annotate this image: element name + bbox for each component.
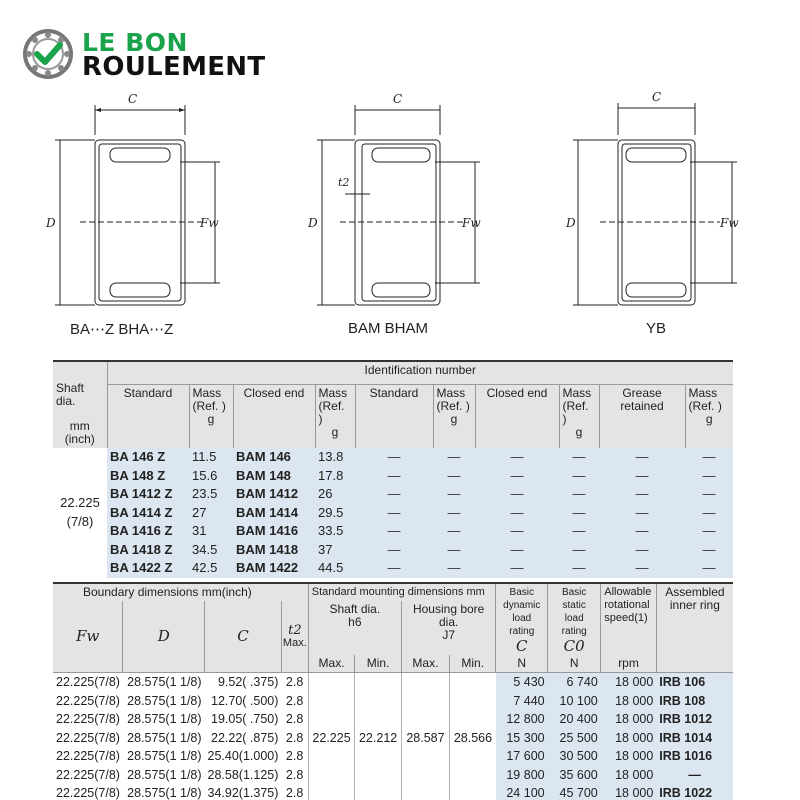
closed-end-id: BAM 1416 bbox=[233, 522, 315, 541]
col-mass: Mass (Ref. ) g bbox=[685, 384, 733, 448]
fw-value: 22.225(7/8) bbox=[53, 710, 123, 729]
empty-dash: — bbox=[433, 467, 475, 486]
empty-dash: — bbox=[433, 448, 475, 467]
yb-bearing-drawing bbox=[560, 90, 760, 320]
d-value: 28.575(1 1/8) bbox=[123, 729, 205, 748]
empty-dash: — bbox=[559, 467, 599, 486]
drawing-caption-bam: BAM BHAM bbox=[348, 320, 429, 337]
logo-line-1: LE BON bbox=[82, 28, 188, 57]
col-closed-end-2: Closed end bbox=[475, 384, 559, 448]
col-t2: t2 Max. bbox=[281, 601, 308, 673]
housing-bore-subheader: Housing bore dia. J7 bbox=[401, 601, 496, 655]
col-fw: Fw bbox=[53, 601, 123, 673]
allowable-speed-header: Allowable rotational speed(1) bbox=[601, 583, 657, 655]
shaft-min-value: 22.212 bbox=[355, 673, 402, 800]
closed-end-id: BAM 1422 bbox=[233, 559, 315, 578]
inner-ring-id: IRB 108 bbox=[656, 692, 733, 711]
col-standard-2: Standard bbox=[355, 384, 433, 448]
empty-dash: — bbox=[685, 467, 733, 486]
dim-c-label: C bbox=[128, 92, 138, 106]
empty-dash: — bbox=[355, 541, 433, 560]
house-max-value: 28.587 bbox=[401, 673, 449, 800]
static-load-value: 10 100 bbox=[548, 692, 601, 711]
empty-dash: — bbox=[559, 448, 599, 467]
c-value: 12.70( .500) bbox=[205, 692, 282, 711]
logo-line-2: ROULEMENT bbox=[82, 52, 266, 82]
empty-dash: — bbox=[599, 485, 685, 504]
table-row bbox=[53, 541, 733, 560]
empty-dash: — bbox=[599, 522, 685, 541]
house-max-label: Max. bbox=[401, 655, 449, 673]
standard-id: BA 1416 Z bbox=[107, 522, 189, 541]
mass-value: 27 bbox=[189, 504, 233, 523]
empty-dash: — bbox=[599, 467, 685, 486]
dynamic-load-value: 19 800 bbox=[496, 766, 548, 785]
table-row bbox=[53, 485, 733, 504]
col-d: D bbox=[123, 601, 205, 673]
static-load-value: 25 500 bbox=[548, 729, 601, 748]
empty-dash: — bbox=[355, 467, 433, 486]
standard-id: BA 1418 Z bbox=[107, 541, 189, 560]
d-value: 28.575(1 1/8) bbox=[123, 766, 205, 785]
empty-dash: — bbox=[475, 485, 559, 504]
bearing-check-logo-icon bbox=[22, 28, 74, 80]
unit-n: N bbox=[548, 655, 601, 673]
standard-id: BA 148 Z bbox=[107, 467, 189, 486]
empty-dash: — bbox=[433, 485, 475, 504]
table-row bbox=[53, 559, 733, 578]
d-value: 28.575(1 1/8) bbox=[123, 747, 205, 766]
t2-value: 2.8 bbox=[281, 747, 308, 766]
table-row bbox=[53, 504, 733, 523]
inner-ring-header: Assembled inner ring bbox=[656, 583, 733, 673]
table-row bbox=[53, 522, 733, 541]
unit-rpm: rpm bbox=[601, 655, 657, 673]
empty-dash: — bbox=[475, 522, 559, 541]
empty-dash: — bbox=[559, 485, 599, 504]
shaft-max-label: Max. bbox=[308, 655, 355, 673]
dimensions-table-body bbox=[53, 673, 733, 800]
identification-number-header: Identification number bbox=[107, 361, 733, 384]
empty-dash: — bbox=[355, 522, 433, 541]
mass-value: 11.5 bbox=[189, 448, 233, 467]
speed-value: 18 000 bbox=[601, 747, 657, 766]
mass-value: 23.5 bbox=[189, 485, 233, 504]
fw-value: 22.225(7/8) bbox=[53, 692, 123, 711]
empty-dash: — bbox=[685, 559, 733, 578]
dim-d-label: D bbox=[46, 216, 56, 230]
t2-value: 2.8 bbox=[281, 766, 308, 785]
dynamic-load-value: 24 100 bbox=[496, 784, 548, 800]
closed-end-id: BAM 1412 bbox=[233, 485, 315, 504]
empty-dash: — bbox=[475, 467, 559, 486]
dynamic-load-value: 12 800 bbox=[496, 710, 548, 729]
standard-mounting-header: Standard mounting dimensions mm bbox=[308, 583, 496, 601]
empty-dash: — bbox=[475, 448, 559, 467]
static-load-value: 20 400 bbox=[548, 710, 601, 729]
mass-value: 33.5 bbox=[315, 522, 355, 541]
basic-dynamic-header: Basic dynamic load rating C bbox=[496, 583, 548, 655]
mass-value: 34.5 bbox=[189, 541, 233, 560]
mass-value: 29.5 bbox=[315, 504, 355, 523]
dim-d-label: D bbox=[308, 216, 318, 230]
dim-c-label: C bbox=[652, 90, 662, 104]
empty-dash: — bbox=[355, 448, 433, 467]
static-load-value: 35 600 bbox=[548, 766, 601, 785]
t2-value: 2.8 bbox=[281, 784, 308, 800]
dim-c-label: C bbox=[393, 92, 403, 106]
speed-value: 18 000 bbox=[601, 673, 657, 692]
empty-dash: — bbox=[599, 559, 685, 578]
dynamic-load-value: 5 430 bbox=[496, 673, 548, 692]
empty-dash: — bbox=[599, 504, 685, 523]
table-row bbox=[53, 448, 733, 467]
inner-ring-id: IRB 1012 bbox=[656, 710, 733, 729]
table-row bbox=[53, 467, 733, 486]
empty-dash: — bbox=[355, 504, 433, 523]
bam-bearing-drawing bbox=[300, 90, 500, 320]
dim-fw-label: Fw bbox=[720, 216, 739, 230]
identification-table-body bbox=[53, 448, 733, 578]
empty-dash: — bbox=[685, 504, 733, 523]
col-mass: Mass (Ref. ) g bbox=[433, 384, 475, 448]
empty-dash: — bbox=[433, 541, 475, 560]
mass-value: 13.8 bbox=[315, 448, 355, 467]
t2-value: 2.8 bbox=[281, 729, 308, 748]
t2-value: 2.8 bbox=[281, 673, 308, 692]
empty-dash: — bbox=[559, 504, 599, 523]
house-min-label: Min. bbox=[449, 655, 495, 673]
dynamic-load-value: 7 440 bbox=[496, 692, 548, 711]
closed-end-id: BAM 146 bbox=[233, 448, 315, 467]
dim-t2-label: t2 bbox=[338, 176, 350, 189]
col-mass: Mass (Ref. ) g bbox=[315, 384, 355, 448]
dim-fw-label: Fw bbox=[462, 216, 481, 230]
fw-value: 22.225(7/8) bbox=[53, 766, 123, 785]
static-load-value: 30 500 bbox=[548, 747, 601, 766]
speed-value: 18 000 bbox=[601, 784, 657, 800]
col-grease-retained: Grease retained bbox=[599, 384, 685, 448]
static-load-value: 6 740 bbox=[548, 673, 601, 692]
table-row bbox=[53, 673, 733, 692]
empty-dash: — bbox=[475, 504, 559, 523]
fw-value: 22.225(7/8) bbox=[53, 729, 123, 748]
t2-value: 2.8 bbox=[281, 692, 308, 711]
empty-dash: — bbox=[475, 541, 559, 560]
d-value: 28.575(1 1/8) bbox=[123, 710, 205, 729]
inner-ring-id: IRB 1022 bbox=[656, 784, 733, 800]
basic-static-header: Basic static load rating C0 bbox=[548, 583, 601, 655]
dimensions-table bbox=[53, 582, 733, 800]
empty-dash: — bbox=[433, 522, 475, 541]
shaft-min-label: Min. bbox=[355, 655, 402, 673]
dynamic-load-value: 15 300 bbox=[496, 729, 548, 748]
empty-dash: — bbox=[685, 522, 733, 541]
standard-id: BA 1414 Z bbox=[107, 504, 189, 523]
empty-dash: — bbox=[685, 448, 733, 467]
standard-id: BA 146 Z bbox=[107, 448, 189, 467]
speed-value: 18 000 bbox=[601, 710, 657, 729]
empty-dash: — bbox=[685, 541, 733, 560]
c-value: 25.40(1.000) bbox=[205, 747, 282, 766]
mass-value: 26 bbox=[315, 485, 355, 504]
unit-n: N bbox=[496, 655, 548, 673]
fw-value: 22.225(7/8) bbox=[53, 747, 123, 766]
inner-ring-id: IRB 1016 bbox=[656, 747, 733, 766]
standard-id: BA 1422 Z bbox=[107, 559, 189, 578]
shaft-dia-subheader: Shaft dia. h6 bbox=[308, 601, 401, 655]
speed-value: 18 000 bbox=[601, 766, 657, 785]
c-value: 28.58(1.125) bbox=[205, 766, 282, 785]
speed-value: 18 000 bbox=[601, 729, 657, 748]
empty-dash: — bbox=[599, 448, 685, 467]
col-mass: Mass (Ref. ) g bbox=[559, 384, 599, 448]
empty-dash: — bbox=[433, 559, 475, 578]
empty-dash: — bbox=[685, 485, 733, 504]
mass-value: 31 bbox=[189, 522, 233, 541]
c-value: 34.92(1.375) bbox=[205, 784, 282, 800]
ba-z-bearing-drawing bbox=[40, 90, 240, 320]
speed-value: 18 000 bbox=[601, 692, 657, 711]
d-value: 28.575(1 1/8) bbox=[123, 673, 205, 692]
c-value: 22.22( .875) bbox=[205, 729, 282, 748]
dim-d-label: D bbox=[566, 216, 576, 230]
mass-value: 15.6 bbox=[189, 467, 233, 486]
mass-value: 37 bbox=[315, 541, 355, 560]
closed-end-id: BAM 1414 bbox=[233, 504, 315, 523]
empty-dash: — bbox=[355, 485, 433, 504]
boundary-dimensions-header: Boundary dimensions mm(inch) bbox=[53, 583, 308, 601]
static-load-value: 45 700 bbox=[548, 784, 601, 800]
empty-dash: — bbox=[559, 559, 599, 578]
empty-dash: — bbox=[355, 559, 433, 578]
empty-dash: — bbox=[433, 504, 475, 523]
col-closed-end: Closed end bbox=[233, 384, 315, 448]
shaft-dia-value: 22.225 (7/8) bbox=[53, 448, 107, 578]
identification-table bbox=[53, 360, 733, 578]
empty-dash: — bbox=[599, 541, 685, 560]
empty-dash: — bbox=[559, 522, 599, 541]
col-mass: Mass (Ref. ) g bbox=[189, 384, 233, 448]
inner-ring-id: — bbox=[656, 766, 733, 785]
shaft-max-value: 22.225 bbox=[308, 673, 355, 800]
fw-value: 22.225(7/8) bbox=[53, 784, 123, 800]
inner-ring-id: IRB 106 bbox=[656, 673, 733, 692]
d-value: 28.575(1 1/8) bbox=[123, 692, 205, 711]
brand-logo bbox=[22, 26, 302, 82]
dynamic-load-value: 17 600 bbox=[496, 747, 548, 766]
c-value: 9.52( .375) bbox=[205, 673, 282, 692]
standard-id: BA 1412 Z bbox=[107, 485, 189, 504]
mass-value: 44.5 bbox=[315, 559, 355, 578]
dim-fw-label: Fw bbox=[200, 216, 219, 230]
mass-value: 17.8 bbox=[315, 467, 355, 486]
t2-value: 2.8 bbox=[281, 710, 308, 729]
d-value: 28.575(1 1/8) bbox=[123, 784, 205, 800]
inner-ring-id: IRB 1014 bbox=[656, 729, 733, 748]
c-value: 19.05( .750) bbox=[205, 710, 282, 729]
mass-value: 42.5 bbox=[189, 559, 233, 578]
closed-end-id: BAM 1418 bbox=[233, 541, 315, 560]
drawing-caption-yb: YB bbox=[646, 320, 667, 337]
empty-dash: — bbox=[475, 559, 559, 578]
fw-value: 22.225(7/8) bbox=[53, 673, 123, 692]
shaft-dia-header: Shaft dia. mm (inch) bbox=[56, 381, 95, 446]
drawing-caption-ba: BA⋯Z BHA⋯Z bbox=[70, 321, 174, 338]
empty-dash: — bbox=[559, 541, 599, 560]
col-standard: Standard bbox=[107, 384, 189, 448]
closed-end-id: BAM 148 bbox=[233, 467, 315, 486]
col-c: C bbox=[205, 601, 282, 673]
house-min-value: 28.566 bbox=[449, 673, 495, 800]
